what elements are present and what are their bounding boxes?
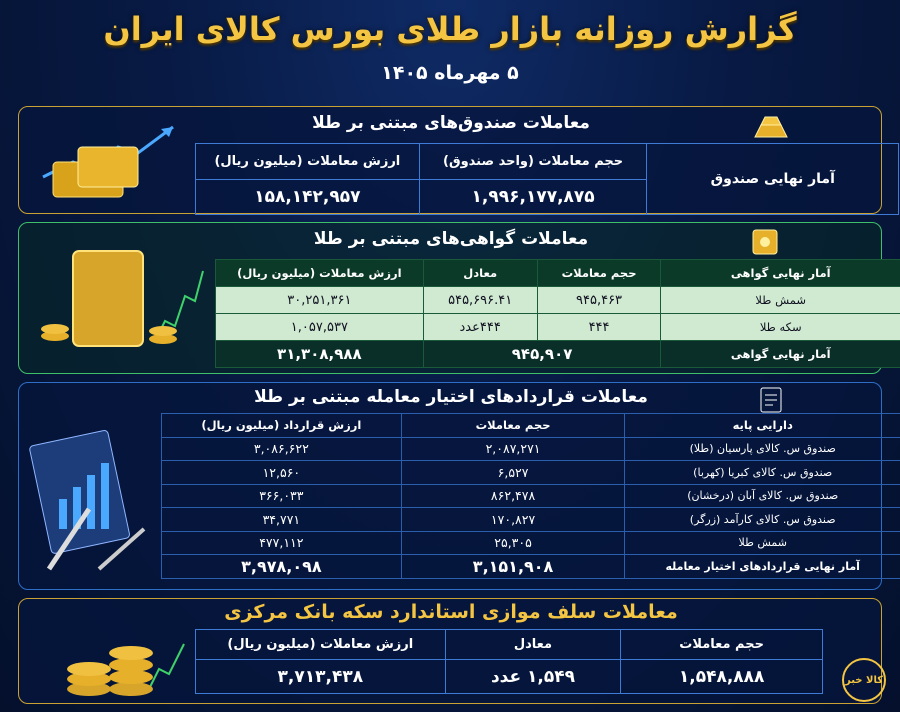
gold-funds-section (18, 106, 882, 214)
cert-total-name: آمار نهایی گواهی (661, 341, 900, 368)
opt-col-name: دارایی پایه (625, 414, 900, 438)
opt-volume: ۸۶۲,۴۷۸ (401, 484, 625, 508)
opt-value: ۴۷۷,۱۱۲ (162, 531, 402, 555)
fund-value-header: ارزش معاملات (میلیون ریال) (196, 144, 420, 180)
cert-total-volume: ۹۴۵,۹۰۷ (423, 341, 661, 368)
gold-ingot-coins-icon (35, 241, 205, 361)
opt-value: ۳۶۶,۰۳۳ (162, 484, 402, 508)
cert-col-volume: حجم معاملات (537, 260, 661, 287)
contract-document-icon (755, 385, 789, 415)
cert-col-value: ارزش معاملات (میلیون ریال) (216, 260, 424, 287)
table-row (162, 484, 900, 508)
coin-col-value: ارزش معاملات (میلیون ریال) (196, 630, 446, 660)
brand-logo: کالا خبر (842, 658, 886, 702)
coin-col-volume: حجم معاملات (621, 630, 823, 660)
table-row (162, 531, 900, 555)
opt-volume: ۲,۰۸۷,۲۷۱ (401, 437, 625, 461)
opt-value: ۱۲,۵۶۰ (162, 461, 402, 485)
table-row (162, 437, 900, 461)
table-row (216, 287, 900, 314)
table-total-row (216, 341, 900, 368)
opt-volume: ۶,۵۲۷ (401, 461, 625, 485)
fund-volume-value: ۱,۹۹۶,۱۷۷,۸۷۵ (419, 179, 647, 215)
cert-col-name: آمار نهایی گواهی (661, 260, 900, 287)
gold-funds-title: معاملات صندوق‌های مبتنی بر طلا (312, 113, 590, 133)
opt-name: صندوق س. کالای پارسیان (طلا) (625, 437, 900, 461)
opt-value: ۳۴,۷۷۱ (162, 508, 402, 532)
gold-certificates-title: معاملات گواهی‌های مبتنی بر طلا (313, 229, 589, 249)
gold-funds-table (195, 143, 899, 215)
cert-value: ۳۰,۲۵۱,۳۶۱ (216, 287, 424, 314)
coin-col-equiv: معادل (445, 630, 621, 660)
gold-options-title: معاملات قراردادهای اختیار معامله مبتنی بر طلا (254, 387, 648, 407)
coin-forward-section (18, 598, 882, 704)
opt-volume: ۲۵,۳۰۵ (401, 531, 625, 555)
opt-name: صندوق س. کالای آبان (درخشان) (625, 484, 900, 508)
opt-total-name: آمار نهایی قراردادهای اختیار معامله (625, 555, 900, 579)
opt-col-volume: حجم معاملات (401, 414, 625, 438)
report-date: ۵ مهرماه ۱۴۰۵ (381, 62, 519, 84)
page-title: گزارش روزانه بازار طلای بورس کالای ایران (103, 10, 797, 48)
coin-forward-table (195, 629, 823, 694)
cert-equiv: ۴۴۴عدد (423, 314, 537, 341)
gold-options-table (161, 413, 900, 579)
opt-name: صندوق س. کالای کبریا (کهربا) (625, 461, 900, 485)
opt-col-value: ارزش قرارداد (میلیون ریال) (162, 414, 402, 438)
table-row (162, 508, 900, 532)
fund-value-value: ۱۵۸,۱۴۲,۹۵۷ (196, 179, 420, 215)
gold-certificates-table (215, 259, 900, 368)
opt-name: صندوق س. کالای کارآمد (زرگر) (625, 508, 900, 532)
opt-name: شمش طلا (625, 531, 900, 555)
opt-value: ۳,۰۸۶,۶۲۲ (162, 437, 402, 461)
fund-row-label: آمار نهایی صندوق (647, 144, 899, 215)
clipboard-chart-pen-icon (29, 429, 154, 579)
gold-bar-icon (751, 115, 791, 141)
opt-total-volume: ۳,۱۵۱,۹۰۸ (401, 555, 625, 579)
table-row (216, 314, 900, 341)
gold-bars-chart-icon (33, 117, 183, 212)
fund-volume-header: حجم معاملات (واحد صندوق) (419, 144, 647, 180)
opt-total-value: ۳,۹۷۸,۰۹۸ (162, 555, 402, 579)
coin-volume: ۱,۵۴۸,۸۸۸ (621, 660, 823, 694)
gold-coins-stack-icon (59, 619, 189, 703)
coin-equiv: ۱,۵۴۹ عدد (445, 660, 621, 694)
cert-name: شمش طلا (661, 287, 900, 314)
gold-options-section (18, 382, 882, 590)
cert-equiv: ۵۴۵,۶۹۶.۴۱ (423, 287, 537, 314)
cert-total-value: ۳۱,۳۰۸,۹۸۸ (216, 341, 424, 368)
cert-volume: ۴۴۴ (537, 314, 661, 341)
cert-name: سکه طلا (661, 314, 900, 341)
table-row (162, 461, 900, 485)
cert-volume: ۹۴۵,۴۶۳ (537, 287, 661, 314)
table-total-row (162, 555, 900, 579)
opt-volume: ۱۷۰,۸۲۷ (401, 508, 625, 532)
certificate-icon (749, 227, 783, 257)
coin-value: ۳,۷۱۳,۴۳۸ (196, 660, 446, 694)
cert-value: ۱,۰۵۷,۵۳۷ (216, 314, 424, 341)
cert-col-equiv: معادل (423, 260, 537, 287)
coin-forward-title: معاملات سلف موازی استاندارد سکه بانک مرکزی (224, 601, 678, 623)
gold-certificates-section (18, 222, 882, 374)
